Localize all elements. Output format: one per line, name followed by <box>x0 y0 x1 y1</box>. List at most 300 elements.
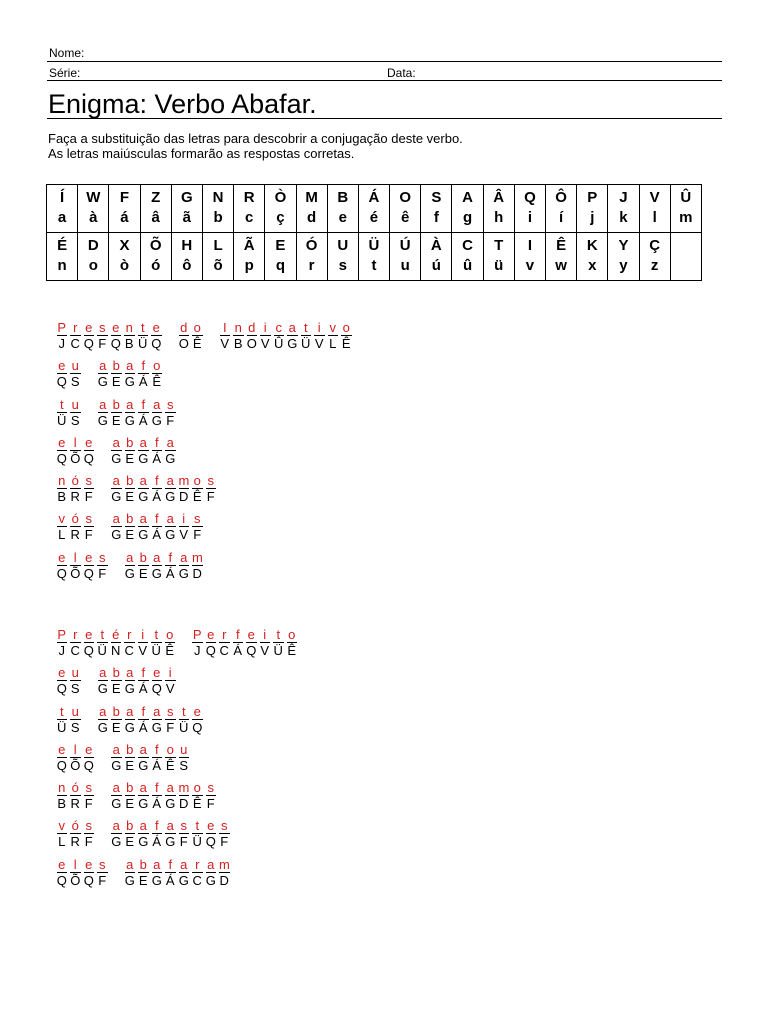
letter-slot[interactable] <box>123 666 137 696</box>
letter-slot[interactable] <box>164 666 178 696</box>
letter-slot[interactable] <box>150 743 164 773</box>
letter-slot[interactable] <box>164 705 178 735</box>
letter-slot[interactable] <box>177 858 191 888</box>
letter-slot[interactable] <box>110 474 124 504</box>
letter-slot[interactable] <box>164 551 178 581</box>
answer-letter[interactable]: a <box>153 549 161 565</box>
letter-slot[interactable] <box>150 858 164 888</box>
answer-letter[interactable]: e <box>247 627 255 642</box>
letter-slot[interactable] <box>150 512 164 542</box>
answer-letter[interactable]: a <box>139 511 147 527</box>
answer-letter[interactable]: b <box>126 741 134 757</box>
answer-letter[interactable]: v <box>58 511 65 527</box>
letter-slot[interactable] <box>136 321 150 351</box>
answer-letter[interactable]: t <box>57 705 68 720</box>
answer-letter[interactable]: e <box>58 434 66 450</box>
answer-letter[interactable]: P <box>57 320 67 335</box>
letter-slot[interactable] <box>55 436 69 466</box>
answer-letter[interactable]: a <box>99 358 107 374</box>
answer-letter[interactable]: b <box>139 856 147 872</box>
answer-letter[interactable]: r <box>124 628 135 643</box>
answer-letter[interactable]: f <box>233 628 244 643</box>
letter-slot[interactable] <box>137 666 151 696</box>
letter-slot[interactable] <box>69 321 83 351</box>
letter-slot[interactable] <box>96 666 110 696</box>
answer-letter[interactable]: b <box>112 358 120 374</box>
answer-letter[interactable]: t <box>138 321 149 336</box>
answer-letter[interactable]: a <box>99 396 107 412</box>
letter-slot[interactable] <box>164 743 178 773</box>
letter-slot[interactable] <box>123 819 137 849</box>
letter-slot[interactable] <box>137 436 151 466</box>
answer-letter[interactable]: o <box>193 780 201 796</box>
answer-letter[interactable]: a <box>139 741 147 757</box>
letter-slot[interactable] <box>55 398 69 428</box>
answer-letter[interactable]: d <box>180 320 188 335</box>
answer-letter[interactable]: n <box>234 320 242 335</box>
letter-slot[interactable] <box>150 474 164 504</box>
letter-slot[interactable] <box>191 819 205 849</box>
answer-letter[interactable]: e <box>85 627 93 642</box>
letter-slot[interactable] <box>123 551 137 581</box>
answer-letter[interactable]: u <box>71 396 79 412</box>
letter-slot[interactable] <box>164 436 178 466</box>
answer-letter[interactable]: f <box>152 743 163 758</box>
answer-letter[interactable]: a <box>126 856 134 872</box>
letter-slot[interactable] <box>55 321 69 351</box>
answer-letter[interactable]: d <box>248 320 256 335</box>
letter-slot[interactable] <box>150 781 164 811</box>
answer-letter[interactable]: i <box>165 666 176 681</box>
answer-letter[interactable]: e <box>207 627 215 642</box>
answer-letter[interactable]: f <box>138 705 149 720</box>
letter-slot[interactable] <box>191 705 205 735</box>
letter-slot[interactable] <box>177 474 191 504</box>
answer-letter[interactable]: s <box>221 818 228 834</box>
letter-slot[interactable] <box>137 819 151 849</box>
letter-slot[interactable] <box>137 551 151 581</box>
answer-letter[interactable]: a <box>139 434 147 450</box>
letter-slot[interactable] <box>191 858 205 888</box>
answer-letter[interactable]: e <box>85 741 93 757</box>
answer-letter[interactable]: c <box>275 320 282 335</box>
letter-slot[interactable] <box>191 512 205 542</box>
answer-letter[interactable]: t <box>179 705 190 720</box>
answer-letter[interactable]: a <box>288 320 296 335</box>
letter-slot[interactable] <box>177 705 191 735</box>
letter-slot[interactable] <box>82 628 96 658</box>
letter-slot[interactable] <box>137 743 151 773</box>
answer-letter[interactable]: s <box>85 780 92 796</box>
letter-slot[interactable] <box>123 858 137 888</box>
letter-slot[interactable] <box>340 321 354 351</box>
answer-letter[interactable]: ó <box>71 511 79 527</box>
letter-slot[interactable] <box>245 628 259 658</box>
answer-letter[interactable]: f <box>138 359 149 374</box>
answer-letter[interactable]: m <box>178 473 190 489</box>
answer-letter[interactable]: a <box>112 473 120 489</box>
letter-slot[interactable] <box>82 858 96 888</box>
answer-letter[interactable]: e <box>58 665 66 681</box>
answer-letter[interactable]: a <box>126 549 134 565</box>
answer-letter[interactable]: r <box>192 858 203 873</box>
answer-letter[interactable]: a <box>139 780 147 796</box>
letter-slot[interactable] <box>136 628 150 658</box>
letter-slot[interactable] <box>123 436 137 466</box>
letter-slot[interactable] <box>69 743 83 773</box>
letter-slot[interactable] <box>110 512 124 542</box>
letter-slot[interactable] <box>69 359 83 389</box>
answer-letter[interactable]: b <box>112 703 120 719</box>
answer-letter[interactable]: a <box>126 358 134 374</box>
answer-letter[interactable]: e <box>85 434 93 450</box>
answer-letter[interactable]: i <box>138 628 149 643</box>
answer-letter[interactable]: f <box>152 781 163 796</box>
answer-letter[interactable]: l <box>70 858 81 873</box>
answer-letter[interactable]: s <box>99 856 106 872</box>
letter-slot[interactable] <box>110 398 124 428</box>
answer-letter[interactable]: e <box>58 549 66 565</box>
letter-slot[interactable] <box>191 321 205 351</box>
answer-letter[interactable]: a <box>126 665 134 681</box>
letter-slot[interactable] <box>191 628 205 658</box>
letter-slot[interactable] <box>96 359 110 389</box>
letter-slot[interactable] <box>69 819 83 849</box>
answer-letter[interactable]: b <box>112 665 120 681</box>
letter-slot[interactable] <box>123 321 137 351</box>
letter-slot[interactable] <box>69 474 83 504</box>
letter-slot[interactable] <box>245 321 259 351</box>
answer-letter[interactable]: b <box>126 473 134 489</box>
letter-slot[interactable] <box>272 321 286 351</box>
answer-letter[interactable]: u <box>180 741 188 757</box>
letter-slot[interactable] <box>55 628 69 658</box>
answer-letter[interactable]: m <box>192 549 203 565</box>
letter-slot[interactable] <box>69 512 83 542</box>
letter-slot[interactable] <box>96 551 110 581</box>
letter-slot[interactable] <box>55 551 69 581</box>
answer-letter[interactable]: a <box>99 665 107 681</box>
answer-letter[interactable]: f <box>138 398 149 413</box>
answer-letter[interactable]: f <box>152 436 163 451</box>
answer-letter[interactable]: a <box>112 818 120 834</box>
answer-letter[interactable]: o <box>166 627 174 642</box>
letter-slot[interactable] <box>82 781 96 811</box>
answer-letter[interactable]: é <box>112 627 120 642</box>
letter-slot[interactable] <box>163 628 177 658</box>
letter-slot[interactable] <box>137 858 151 888</box>
letter-slot[interactable] <box>177 512 191 542</box>
letter-slot[interactable] <box>150 398 164 428</box>
letter-slot[interactable] <box>123 743 137 773</box>
answer-letter[interactable]: t <box>192 819 203 834</box>
answer-letter[interactable]: u <box>71 703 79 719</box>
letter-slot[interactable] <box>55 359 69 389</box>
answer-letter[interactable]: v <box>58 818 65 834</box>
letter-slot[interactable] <box>110 359 124 389</box>
letter-slot[interactable] <box>55 858 69 888</box>
answer-letter[interactable]: e <box>112 320 120 335</box>
letter-slot[interactable] <box>313 321 327 351</box>
answer-letter[interactable]: e <box>58 856 66 872</box>
answer-letter[interactable]: ó <box>71 780 79 796</box>
letter-slot[interactable] <box>137 398 151 428</box>
answer-letter[interactable]: a <box>99 703 107 719</box>
letter-slot[interactable] <box>218 628 232 658</box>
letter-slot[interactable] <box>218 819 232 849</box>
answer-letter[interactable]: r <box>219 628 230 643</box>
answer-letter[interactable]: t <box>97 628 108 643</box>
letter-slot[interactable] <box>218 858 232 888</box>
letter-slot[interactable] <box>177 551 191 581</box>
letter-slot[interactable] <box>164 398 178 428</box>
answer-letter[interactable]: ó <box>71 818 79 834</box>
letter-slot[interactable] <box>82 512 96 542</box>
letter-slot[interactable] <box>69 628 83 658</box>
answer-letter[interactable]: s <box>99 320 106 335</box>
answer-letter[interactable]: l <box>70 743 81 758</box>
answer-letter[interactable]: s <box>85 473 92 489</box>
letter-slot[interactable] <box>69 858 83 888</box>
answer-letter[interactable]: a <box>112 511 120 527</box>
answer-letter[interactable]: a <box>153 856 161 872</box>
answer-letter[interactable]: a <box>180 549 188 565</box>
letter-slot[interactable] <box>96 321 110 351</box>
letter-slot[interactable] <box>110 781 124 811</box>
letter-slot[interactable] <box>55 666 69 696</box>
answer-letter[interactable]: b <box>126 818 134 834</box>
answer-letter[interactable]: a <box>126 703 134 719</box>
letter-slot[interactable] <box>55 743 69 773</box>
answer-letter[interactable]: a <box>166 434 174 450</box>
letter-slot[interactable] <box>82 436 96 466</box>
answer-letter[interactable]: t <box>301 321 312 336</box>
answer-letter[interactable]: v <box>329 320 336 335</box>
letter-slot[interactable] <box>259 321 273 351</box>
answer-letter[interactable]: f <box>138 666 149 681</box>
letter-slot[interactable] <box>232 321 246 351</box>
answer-letter[interactable]: P <box>57 627 67 642</box>
letter-slot[interactable] <box>191 551 205 581</box>
answer-letter[interactable]: a <box>166 818 174 834</box>
letter-slot[interactable] <box>191 781 205 811</box>
answer-letter[interactable]: e <box>85 320 93 335</box>
letter-slot[interactable] <box>82 321 96 351</box>
answer-letter[interactable]: r <box>70 321 81 336</box>
letter-slot[interactable] <box>55 819 69 849</box>
answer-letter[interactable]: i <box>260 628 271 643</box>
letter-slot[interactable] <box>123 474 137 504</box>
answer-letter[interactable]: f <box>152 819 163 834</box>
letter-slot[interactable] <box>164 781 178 811</box>
answer-letter[interactable]: b <box>126 434 134 450</box>
answer-letter[interactable]: I <box>220 321 231 336</box>
answer-letter[interactable]: a <box>126 396 134 412</box>
answer-letter[interactable]: s <box>167 703 174 719</box>
answer-letter[interactable]: u <box>71 358 79 374</box>
answer-letter[interactable]: i <box>260 321 271 336</box>
answer-letter[interactable]: P <box>192 627 202 642</box>
letter-slot[interactable] <box>123 781 137 811</box>
letter-slot[interactable] <box>123 359 137 389</box>
letter-slot[interactable] <box>204 858 218 888</box>
letter-slot[interactable] <box>177 781 191 811</box>
answer-letter[interactable]: a <box>166 511 174 527</box>
letter-slot[interactable] <box>150 551 164 581</box>
answer-letter[interactable]: s <box>85 818 92 834</box>
letter-slot[interactable] <box>137 359 151 389</box>
answer-letter[interactable]: o <box>193 320 201 335</box>
answer-letter[interactable]: a <box>112 741 120 757</box>
letter-slot[interactable] <box>110 666 124 696</box>
answer-letter[interactable]: t <box>151 628 162 643</box>
letter-slot[interactable] <box>191 474 205 504</box>
answer-letter[interactable]: f <box>165 551 176 566</box>
letter-slot[interactable] <box>123 705 137 735</box>
answer-letter[interactable]: e <box>58 741 66 757</box>
answer-letter[interactable]: a <box>139 473 147 489</box>
answer-letter[interactable]: e <box>207 818 215 834</box>
letter-slot[interactable] <box>82 551 96 581</box>
letter-slot[interactable] <box>204 819 218 849</box>
answer-letter[interactable]: m <box>219 856 230 872</box>
letter-slot[interactable] <box>218 321 232 351</box>
letter-slot[interactable] <box>177 321 191 351</box>
answer-letter[interactable]: a <box>166 473 174 489</box>
letter-slot[interactable] <box>96 628 110 658</box>
answer-letter[interactable]: o <box>193 473 201 489</box>
letter-slot[interactable] <box>286 321 300 351</box>
letter-slot[interactable] <box>177 743 191 773</box>
answer-letter[interactable]: e <box>85 856 93 872</box>
nome-line[interactable] <box>47 61 722 62</box>
answer-letter[interactable]: b <box>112 396 120 412</box>
letter-slot[interactable] <box>204 781 218 811</box>
letter-slot[interactable] <box>204 628 218 658</box>
answer-letter[interactable]: a <box>153 396 161 412</box>
answer-letter[interactable]: o <box>342 320 350 335</box>
letter-slot[interactable] <box>299 321 313 351</box>
letter-slot[interactable] <box>164 474 178 504</box>
answer-letter[interactable]: o <box>288 627 296 642</box>
letter-slot[interactable] <box>110 436 124 466</box>
answer-letter[interactable]: ó <box>71 473 79 489</box>
letter-slot[interactable] <box>69 666 83 696</box>
answer-letter[interactable]: t <box>57 398 68 413</box>
answer-letter[interactable]: b <box>126 511 134 527</box>
answer-letter[interactable]: o <box>153 358 161 374</box>
letter-slot[interactable] <box>164 512 178 542</box>
answer-letter[interactable]: e <box>152 320 160 335</box>
serie-data-line[interactable] <box>47 80 722 81</box>
answer-letter[interactable]: b <box>126 780 134 796</box>
letter-slot[interactable] <box>258 628 272 658</box>
answer-letter[interactable]: e <box>85 549 93 565</box>
letter-slot[interactable] <box>69 436 83 466</box>
answer-letter[interactable]: u <box>71 665 79 681</box>
letter-slot[interactable] <box>164 858 178 888</box>
letter-slot[interactable] <box>150 705 164 735</box>
letter-slot[interactable] <box>55 781 69 811</box>
answer-letter[interactable]: i <box>179 512 190 527</box>
letter-slot[interactable] <box>150 321 164 351</box>
answer-letter[interactable]: e <box>58 358 66 374</box>
letter-slot[interactable] <box>150 359 164 389</box>
answer-letter[interactable]: b <box>139 549 147 565</box>
answer-letter[interactable]: a <box>112 780 120 796</box>
letter-slot[interactable] <box>150 436 164 466</box>
letter-slot[interactable] <box>96 858 110 888</box>
answer-letter[interactable]: s <box>194 511 201 527</box>
answer-letter[interactable]: n <box>58 473 66 489</box>
letter-slot[interactable] <box>326 321 340 351</box>
letter-slot[interactable] <box>150 628 164 658</box>
letter-slot[interactable] <box>110 705 124 735</box>
letter-slot[interactable] <box>231 628 245 658</box>
letter-slot[interactable] <box>177 819 191 849</box>
answer-letter[interactable]: e <box>153 665 161 681</box>
letter-slot[interactable] <box>96 398 110 428</box>
letter-slot[interactable] <box>137 474 151 504</box>
answer-letter[interactable]: f <box>152 512 163 527</box>
answer-letter[interactable]: n <box>58 780 66 796</box>
letter-slot[interactable] <box>82 819 96 849</box>
answer-letter[interactable]: o <box>166 741 174 757</box>
letter-slot[interactable] <box>137 705 151 735</box>
answer-letter[interactable]: t <box>273 628 284 643</box>
answer-letter[interactable]: r <box>70 628 81 643</box>
answer-letter[interactable]: e <box>193 703 201 719</box>
answer-letter[interactable]: l <box>70 551 81 566</box>
letter-slot[interactable] <box>82 743 96 773</box>
letter-slot[interactable] <box>123 512 137 542</box>
letter-slot[interactable] <box>110 819 124 849</box>
answer-letter[interactable]: a <box>112 434 120 450</box>
letter-slot[interactable] <box>69 398 83 428</box>
answer-letter[interactable]: m <box>178 780 190 796</box>
letter-slot[interactable] <box>123 398 137 428</box>
answer-letter[interactable]: s <box>207 473 214 489</box>
answer-letter[interactable]: s <box>99 549 106 565</box>
letter-slot[interactable] <box>285 628 299 658</box>
letter-slot[interactable] <box>96 705 110 735</box>
letter-slot[interactable] <box>82 474 96 504</box>
letter-slot[interactable] <box>109 628 123 658</box>
answer-letter[interactable]: s <box>180 818 187 834</box>
answer-letter[interactable]: a <box>153 703 161 719</box>
letter-slot[interactable] <box>123 628 137 658</box>
letter-slot[interactable] <box>137 781 151 811</box>
answer-letter[interactable]: l <box>70 436 81 451</box>
answer-letter[interactable]: f <box>165 858 176 873</box>
answer-letter[interactable]: s <box>85 511 92 527</box>
answer-letter[interactable]: a <box>180 856 188 872</box>
letter-slot[interactable] <box>69 781 83 811</box>
answer-letter[interactable]: i <box>314 321 325 336</box>
answer-letter[interactable]: s <box>167 396 174 412</box>
letter-slot[interactable] <box>55 705 69 735</box>
letter-slot[interactable] <box>55 512 69 542</box>
letter-slot[interactable] <box>55 474 69 504</box>
answer-letter[interactable]: f <box>152 474 163 489</box>
letter-slot[interactable] <box>137 512 151 542</box>
letter-slot[interactable] <box>69 705 83 735</box>
answer-letter[interactable]: a <box>207 856 215 872</box>
letter-slot[interactable] <box>272 628 286 658</box>
answer-letter[interactable]: a <box>139 818 147 834</box>
answer-letter[interactable]: s <box>207 780 214 796</box>
letter-slot[interactable] <box>109 321 123 351</box>
